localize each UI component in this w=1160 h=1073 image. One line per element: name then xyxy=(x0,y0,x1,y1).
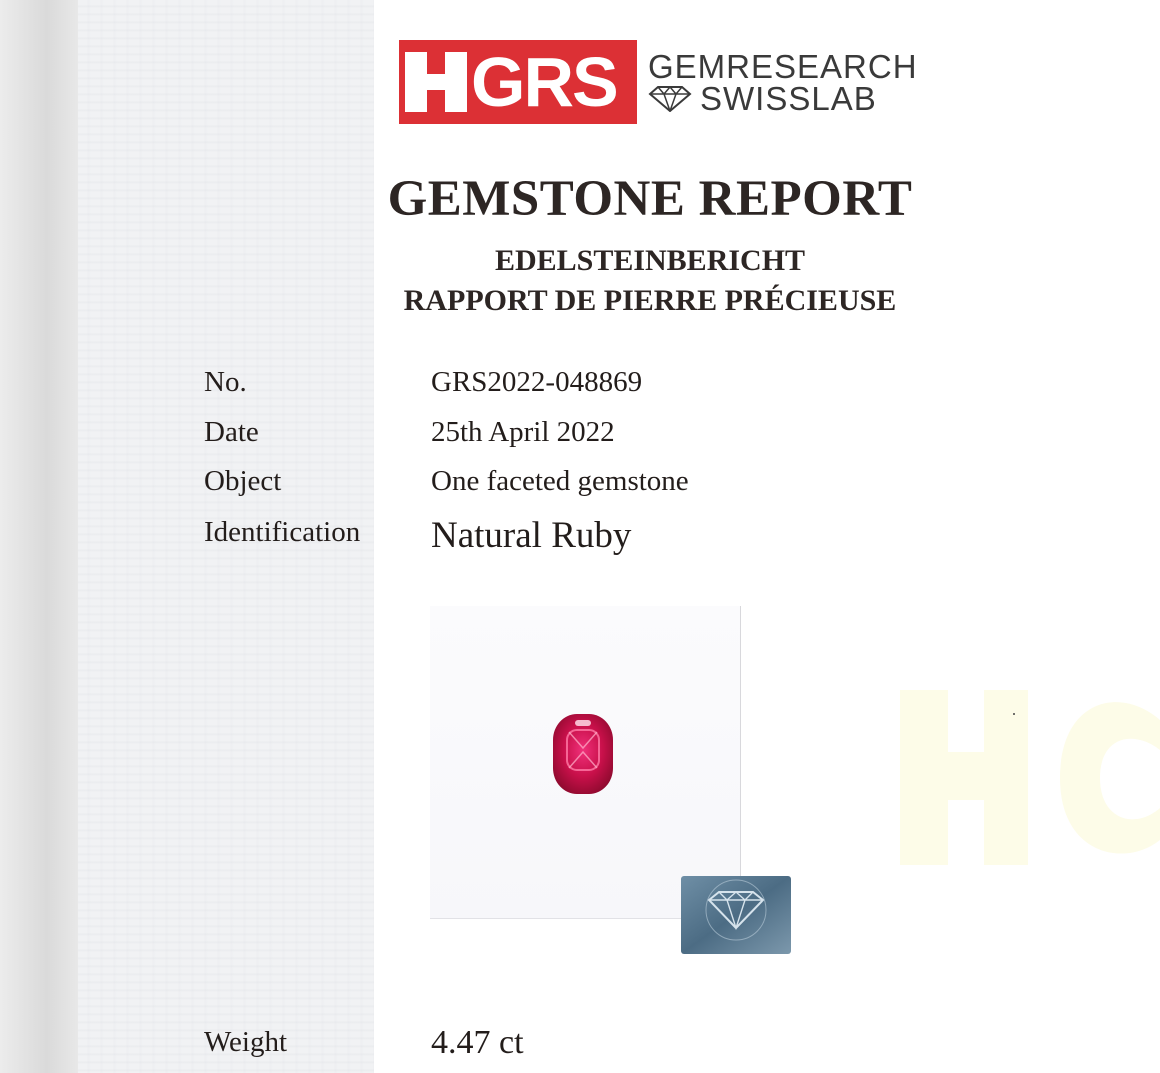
date-label: Date xyxy=(204,416,259,448)
date-value: 25th April 2022 xyxy=(431,416,615,448)
brand-name-line2: SWISSLAB xyxy=(700,80,877,117)
number-value: GRS2022-048869 xyxy=(431,366,643,398)
object-value: One faceted gemstone xyxy=(431,465,689,497)
identification-label: Identification xyxy=(204,516,361,548)
hologram-seal-icon xyxy=(681,876,791,954)
weight-label: Weight xyxy=(204,1026,288,1058)
report-title-german: EDELSTEINBERICHT xyxy=(494,244,806,277)
identification-value: Natural Ruby xyxy=(431,515,632,556)
number-label: No. xyxy=(204,366,247,398)
left-edge-shadow xyxy=(0,0,78,1073)
object-label: Object xyxy=(204,465,282,497)
weight-value: 4.47 ct xyxy=(431,1024,524,1061)
report-title: GEMSTONE REPORT xyxy=(387,171,913,227)
report-title-french: RAPPORT DE PIERRE PRÉCIEUSE xyxy=(403,284,897,317)
diamond-outline-icon xyxy=(648,86,692,112)
logo-wordmark: GRS xyxy=(471,43,617,121)
grs-watermark-icon xyxy=(900,690,1160,865)
brand-name-line1: GEMRESEARCH xyxy=(648,48,918,85)
speck xyxy=(1013,713,1015,715)
ruby-gem-icon xyxy=(551,712,615,796)
